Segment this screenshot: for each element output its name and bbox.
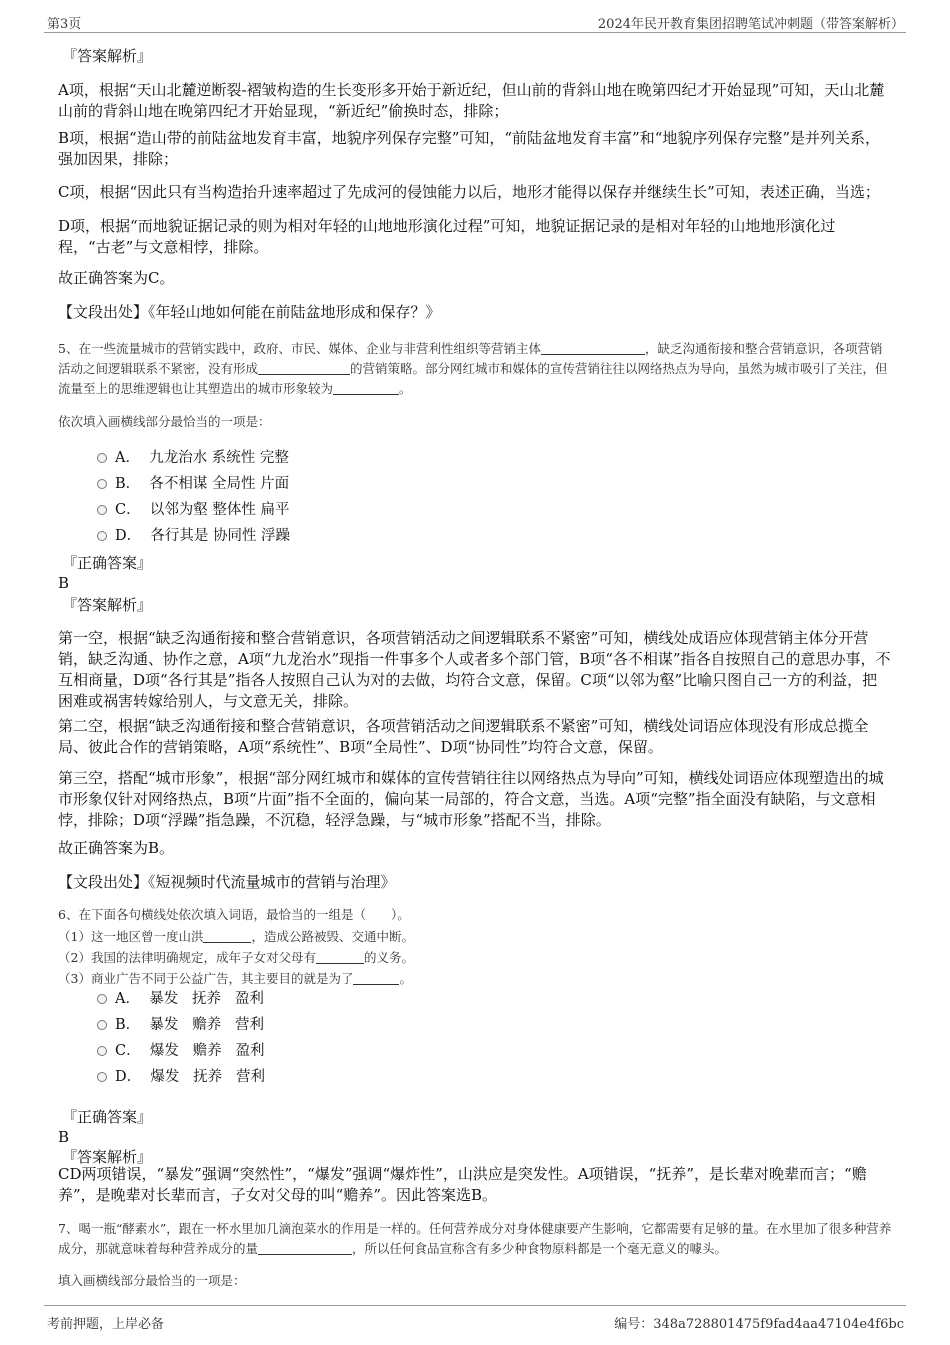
radio-icon[interactable] [97,531,107,541]
q5-conclusion: 故正确答案为B。 [58,839,175,857]
radio-icon[interactable] [97,994,107,1004]
q7-stem: 7、喝一瓶“酵素水”，跟在一杯水里加几滴泡菜水的作用是一样的。任何营养成分对身体健康要产生影响，它都需要有足够的量。在水里加了很多种营养成分，那就意味着每种营养成分的量 ，所以任何食品宣称含有多少种食物原料都是一个毫无意义的噱头。 [58,1221,892,1256]
page-number: 第3页 [47,17,82,32]
q6-blank-1 [203,928,251,943]
footer-slogan: 考前押题，上岸必备 [47,1317,165,1332]
q6-answer: B [58,1128,70,1146]
q5-option-d[interactable]: D． 各行其是 协同性 浮躁 [97,526,290,546]
q6-blank-2 [316,949,364,964]
q6-analysis-label: 『答案解析』 [62,1148,153,1166]
page-footer [0,1305,950,1345]
q5-analysis-label: 『答案解析』 [62,596,153,614]
q6-option-d[interactable]: D． 爆发 抚养 营利 [97,1067,265,1087]
q5-blank-3 [333,380,399,395]
q6-answer-label: 『正确答案』 [62,1108,153,1126]
q4-analysis-c: C项，根据“因此只有当构造抬升速率超过了先成河的侵蚀能力以后，地形才能得以保存并继续生长”可知，表述正确，当选； [58,183,880,201]
header-divider [44,32,906,33]
q6-sentence-1: （1）这一地区曾一度山洪 ，造成公路被毁、交通中断。 [58,929,414,944]
q6-option-a[interactable]: A． 暴发 抚养 盈利 [97,989,264,1009]
q6-blank-3 [353,970,399,985]
q4-analysis-label: 『答案解析』 [62,47,153,65]
q5-stem: 5、在一些流量城市的营销实践中，政府、市民、媒体、企业与非营利性组织等营销主体 ，缺乏沟通衔接和整合营销意识，各项营销活动之间逻辑联系不紧密，没有形成 的营销策略。部分网红城市和媒体的宣传营销往往以网络热点为导向，虽然为城市吸引了关注，但流量至上的思维逻辑也让其塑造出的城市形象较为 。 [58,341,888,396]
q4-analysis-a: A项，根据“天山北麓逆断裂-褶皱构造的生长变形多开始于新近纪，但山前的背斜山地在晚第四纪才开始显现”可知，天山北麓山前的背斜山地在晚第四纪才开始显现，“新近纪”偷换时态，排除； [58,81,885,120]
radio-icon[interactable] [97,1020,107,1030]
q5-analysis-3: 第三空，搭配“城市形象”，根据“部分网红城市和媒体的宣传营销往往以网络热点为导向”可知，横线处词语应体现塑造出的城市形象仅针对网络热点，B项“片面”指不全面的，偏向某一局部的，符合文意，当选。A项“完整”指全面没有缺陷，与文意相悖，排除；D项“浮躁”指急躁，不沉稳，轻浮急躁，与“城市形象”搭配不当，排除。 [58,769,884,829]
document-code: 编号：348a728801475f9fad4aa47104e4f6bc [614,1317,904,1332]
q6-option-b[interactable]: B． 暴发 赡养 营利 [97,1015,264,1035]
q5-analysis-1: 第一空，根据“缺乏沟通衔接和整合营销意识，各项营销活动之间逻辑联系不紧密”可知，横线处成语应体现营销主体分开营销，缺乏沟通、协作之意，A项“九龙治水”现指一件事多个人或者多个部门管，B项“各不相谋”指各自按照自己的意思办事，不互相商量，D项“各行其是”指各人按照自己认为对的去做，均符合文意，保留。C项“以邻为壑”比喻只图自己一方的利益，把困难或祸害转嫁给别人，与文意无关，排除。 [58,629,891,710]
q5-answer: B [58,574,70,592]
page-header [0,0,950,34]
q5-answer-label: 『正确答案』 [62,554,153,572]
radio-icon[interactable] [97,453,107,463]
q4-analysis-b: B项，根据“造山带的前陆盆地发育丰富，地貌序列保存完整”可知，“前陆盆地发育丰富”和“地貌序列保存完整”是并列关系，强加因果，排除； [58,129,881,168]
radio-icon[interactable] [97,1046,107,1056]
radio-icon[interactable] [97,1072,107,1082]
q6-stem: 6、在下面各句横线处依次填入词语，最恰当的一组是（ ）。 [58,907,410,922]
q5-blank-1 [541,340,645,355]
document-title: 2024年民开教育集团招聘笔试冲刺题（带答案解析） [597,17,904,32]
q4-analysis-d: D项，根据“而地貌证据记录的则为相对年轻的山地地形演化过程”可知，地貌证据记录的是相对年轻的山地地形演化过程，“古老”与文意相悖，排除。 [58,217,836,256]
q4-source: 【文段出处】《年轻山地如何能在前陆盆地形成和保存？》 [58,303,441,321]
q7-prompt: 填入画横线部分最恰当的一项是： [58,1273,246,1288]
q7-blank [258,1240,352,1255]
q5-analysis-2: 第二空，根据“缺乏沟通衔接和整合营销意识，各项营销活动之间逻辑联系不紧密”可知，横线处词语应体现没有形成总揽全局、彼此合作的营销策略，A项“系统性”、B项“全局性”、D项“协同性”均符合文意，保留。 [58,717,869,756]
q5-option-a[interactable]: A． 九龙治水 系统性 完整 [97,448,289,468]
radio-icon[interactable] [97,505,107,515]
q5-blank-2 [258,360,350,375]
q4-conclusion: 故正确答案为C。 [58,269,175,287]
q6-sentence-3: （3）商业广告不同于公益广告，其主要目的就是为了 。 [58,971,412,986]
q5-option-c[interactable]: C． 以邻为壑 整体性 扁平 [97,500,290,520]
q5-prompt: 依次填入画横线部分最恰当的一项是： [58,414,271,429]
q6-analysis: CD两项错误，“暴发”强调“突然性”，“爆发”强调“爆炸性”，山洪应是突发性。A项错误，“抚养”，是长辈对晚辈而言；“赡养”，是晚辈对长辈而言，子女对父母的叫“赡养”。因此答案选B。 [58,1165,867,1204]
footer-divider [44,1305,906,1306]
q5-source: 【文段出处】《短视频时代流量城市的营销与治理》 [58,873,396,891]
radio-icon[interactable] [97,479,107,489]
q5-option-b[interactable]: B． 各不相谋 全局性 片面 [97,474,289,494]
q6-option-c[interactable]: C． 爆发 赡养 盈利 [97,1041,264,1061]
q6-sentence-2: （2）我国的法律明确规定，成年子女对父母有 的义务。 [58,950,414,965]
